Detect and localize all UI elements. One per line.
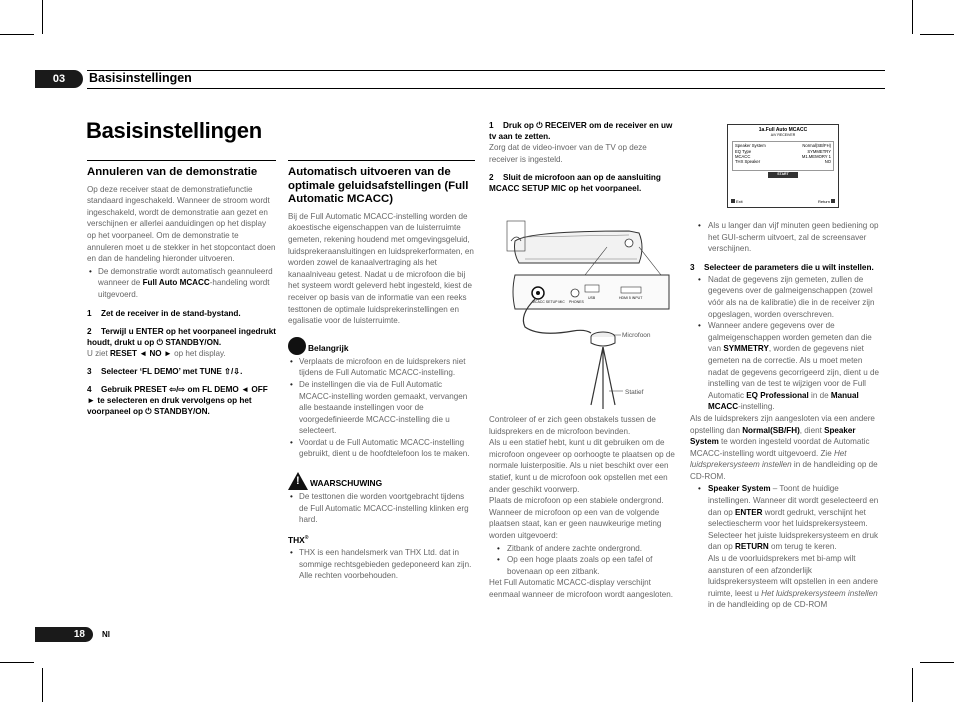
- hdmi-port-icon: [621, 287, 641, 293]
- receiver-illustration: [515, 231, 643, 263]
- column-4: [690, 219, 880, 611]
- warning-list: [288, 491, 475, 526]
- step-1: 1 Zet de receiver in de stand-bystand.: [87, 308, 241, 318]
- list-item: • THX is een handelsmerk van THX Ltd. dat in sommige rechtsgebieden gedeponeerd kan zijn. Alle rechten voorbehouden.: [288, 547, 475, 582]
- screen-row[interactable]: EQ Type SYMMETRY: [735, 148, 831, 154]
- list-item: • De demonstratie wordt automatisch geannuleerd wanneer de Full Auto MCACC-handeling wordt uitgevoerd.: [87, 266, 276, 301]
- para-display: Het Full Automatic MCACC-display verschijnt eenmaal wanneer de microfoon wordt aangesloten.: [489, 578, 674, 599]
- list-item: • De instellingen die via de Full Automatic MCACC-instelling worden gemaakt, vervangen alle bestaande instellingen voor de voorgedefinieerde MCACC-instelling die u selecteert.: [288, 379, 475, 437]
- warning-heading: ! WAARSCHUWING: [288, 472, 475, 490]
- crop-mark: [0, 662, 34, 663]
- column-2: [288, 160, 475, 582]
- crop-mark: [920, 34, 954, 35]
- mic-label: Microfoon: [622, 332, 651, 339]
- step-3: 3 Selecteer de parameters die u wilt instellen.: [690, 262, 874, 272]
- mcacc-intro: Bij de Full Automatic MCACC-instelling worden de akoestische eigenschappen van de luisterruimte gemeten, rekening houdend met omgevingsgeluid, luidsprekeraansluitingen en luidsprekerformaten, en worden zowel de kanaalvertraging als het kanaalniveau getest. Nadat u de microfoon die bij het systeem wordt geleverd hebt ingesteld, kiest de receiver op basis van de informatie van een reeks testtonen de optimale luidsprekerinstellingen en egalisatie voor de luisterruimte.: [288, 211, 474, 326]
- return-icon: [831, 199, 835, 203]
- list-item: • De testtonen die worden voortgebracht tijdens de Full Automatic MCACC-instelling klinken erg hard.: [288, 491, 475, 526]
- important-list: [288, 356, 475, 460]
- step-2: 2 Sluit de microfoon aan op de aansluiting MCACC SETUP MIC op het voorpaneel.: [489, 173, 661, 194]
- screen-row[interactable]: THX Speaker NO: [735, 159, 831, 165]
- mic-jack-label: MCACC SETUP MIC: [532, 300, 565, 304]
- demo-intro: Op deze receiver staat de demonstratiefunctie standaard ingeschakeld. Wanneer de stroom wordt ingeschakeld, wordt de demonstratie aan gezet en verschijnen er allerlei aanduidingen op het display op het voorpaneel. Om de demonstratie te annuleren moet u de stekker in het stopcontact doen en dan de handeling hieronder uitvoeren.: [87, 184, 276, 264]
- screen-row[interactable]: Speaker System Normal(SB/FH): [735, 143, 831, 149]
- page-number: 18: [35, 627, 93, 642]
- phones-label: PHONES: [569, 300, 584, 304]
- thx-list: [288, 547, 475, 582]
- list-item: • Voordat u de Full Automatic MCACC-instelling gebruikt, dient u de hoofdtelefoon los te maken.: [288, 437, 475, 460]
- list-item: • Wanneer andere gegevens over de galmeigenschappen worden gemeten dan die van SYMMETRY, worden de gegevens niet gemeten na de correctie. Als u moet meten nadat de gegevens gecorrigeerd zijn, dient u de instelling van de test te wijzigen voor de Full Automatic EQ Professional in de Manual MCACC-instelling.: [690, 320, 880, 413]
- screen-title: 1a.Full Auto MCACC: [758, 127, 808, 133]
- language-code: Nl: [102, 630, 110, 639]
- step-4: 4 Gebruik PRESET ⇦/⇨ om FL DEMO ◄ OFF ► te selecteren en druk vervolgens op het voorpaneel op ⏻ STANDBY/ON.: [87, 385, 268, 417]
- list-item: • Als u langer dan vijf minuten geen bediening op het GUI-scherm uitvoert, zal de screensaver verschijnen.: [690, 220, 880, 255]
- exit-icon: [731, 199, 735, 203]
- gui-screen: [727, 124, 839, 208]
- screen-subtitle: A/V RECEIVER: [770, 133, 796, 138]
- section-heading-mcacc: Automatisch uitvoeren van de optimale geluidsafstellingen (Full Automatic MCACC): [288, 160, 475, 207]
- step-1-note: Zorg dat de video-invoer van de TV op deze receiver is ingesteld.: [489, 143, 647, 164]
- crop-mark: [912, 668, 913, 702]
- stand-label: Statief: [625, 389, 644, 396]
- list-item: • Nadat de gegevens zijn gemeten, zullen de gegevens over de galmeigenschappen (zowel vóór als na de kalibratie) die in de receiver zijn opgeslagen, worden overschreven.: [690, 274, 880, 320]
- usb-port-icon: [585, 285, 599, 292]
- section-heading-demo: Annuleren van de demonstratie: [87, 160, 276, 180]
- column-3: [489, 120, 676, 194]
- list-item: • Zitbank of andere zachte ondergrond.: [489, 543, 676, 555]
- page-title: Basisinstellingen: [86, 118, 262, 143]
- para-stand: Als u een statief hebt, kunt u dit gebruiken om de microfoon ongeveer op oorhoogte te plaatsen op de normale luisterpositie. Als u niet beschikt over een statief, kunt u de microfoon ook opstellen met een ander geschikt voorwerp.: [489, 438, 675, 494]
- crop-mark: [920, 662, 954, 663]
- column-3-lower: [489, 414, 676, 601]
- list-item: • Speaker System – Toont de huidige instellingen. Wanneer dit wordt geselecteerd en dan op ENTER wordt gedrukt, verschijnt het selectiescherm voor het luidsprekersysteem. Selecteer het juiste luidsprekersysteem en druk dan op RETURN om terug te keren. Als u de voorluidsprekers met bi-amp wilt aansturen of een afzonderlijk luidsprekersysteem wilt opstellen in een andere ruimte, leest u Het luidsprekersysteem instellen in de handleiding op de CD-ROM: [690, 483, 880, 611]
- speaker-config-para: Als de luidsprekers zijn aangesloten via een andere opstelling dan Normal(SB/FH), dient Speaker System te worden ingesteld voordat de Automatic MCACC-instelling wordt uitgevoerd. Zie Het luidsprekersysteem instellen in de handleiding op de CD-ROM.: [690, 413, 878, 481]
- thx-heading: THX®: [288, 534, 309, 545]
- warning-icon: [288, 472, 308, 490]
- column-1: [87, 160, 276, 417]
- para-obstacles: Controleer of er zich geen obstakels tussen de luidsprekers en de microfoon bevinden.: [489, 415, 656, 436]
- step-3: 3 Selecteer ‘FL DEMO’ met TUNE ⇧/⇩.: [87, 367, 243, 377]
- para-placement: Plaats de microfoon op een stabiele ondergrond. Wanneer de microfoon op een van de volgende plaatsen staat, kan er geen nauwkeurige meting worden uitgevoerd:: [489, 496, 664, 540]
- return-button[interactable]: Return: [818, 199, 835, 204]
- phones-jack-icon: [571, 289, 579, 297]
- crop-mark: [42, 668, 43, 702]
- list-item: • Op een hoge plaats zoals op een tafel of bovenaan op een zitbank.: [489, 554, 676, 577]
- crop-mark: [0, 34, 34, 35]
- crop-mark: [912, 0, 913, 34]
- exit-button[interactable]: Exit: [731, 199, 743, 204]
- mic-connection-figure: [489, 213, 679, 411]
- usb-label: USB: [588, 296, 596, 300]
- step-2-note: U ziet RESET ◄ NO ► op het display.: [87, 348, 226, 358]
- param-notes: [690, 274, 880, 413]
- front-panel-detail: [513, 275, 669, 309]
- start-button[interactable]: START: [768, 172, 798, 177]
- speaker-system-list: [690, 483, 880, 611]
- important-heading: Belangrijk: [288, 337, 475, 355]
- hdmi-label: HDMI 5 INPUT: [619, 296, 643, 300]
- important-icon: [288, 337, 306, 355]
- list-item: • Verplaats de microfoon en de luidsprekers niet tijdens de Full Automatic MCACC-instelling.: [288, 356, 475, 379]
- step-1: 1 Druk op ⏻ RECEIVER om de receiver en uw tv aan te zetten.: [489, 121, 673, 141]
- screensaver-note: [690, 220, 880, 255]
- demo-bullets: [87, 266, 276, 301]
- step-2: 2 Terwijl u ENTER op het voorpaneel ingedrukt houdt, drukt u op ⏻ STANDBY/ON.: [87, 326, 276, 347]
- screen-row[interactable]: MCACC M1.MEMORY 1: [735, 153, 831, 159]
- chapter-number: 03: [35, 70, 83, 88]
- placement-list: [489, 543, 676, 578]
- crop-mark: [42, 0, 43, 34]
- microphone-with-stand: [591, 332, 615, 409]
- section-title: Basisinstellingen: [89, 71, 192, 85]
- header-bar: [87, 70, 885, 89]
